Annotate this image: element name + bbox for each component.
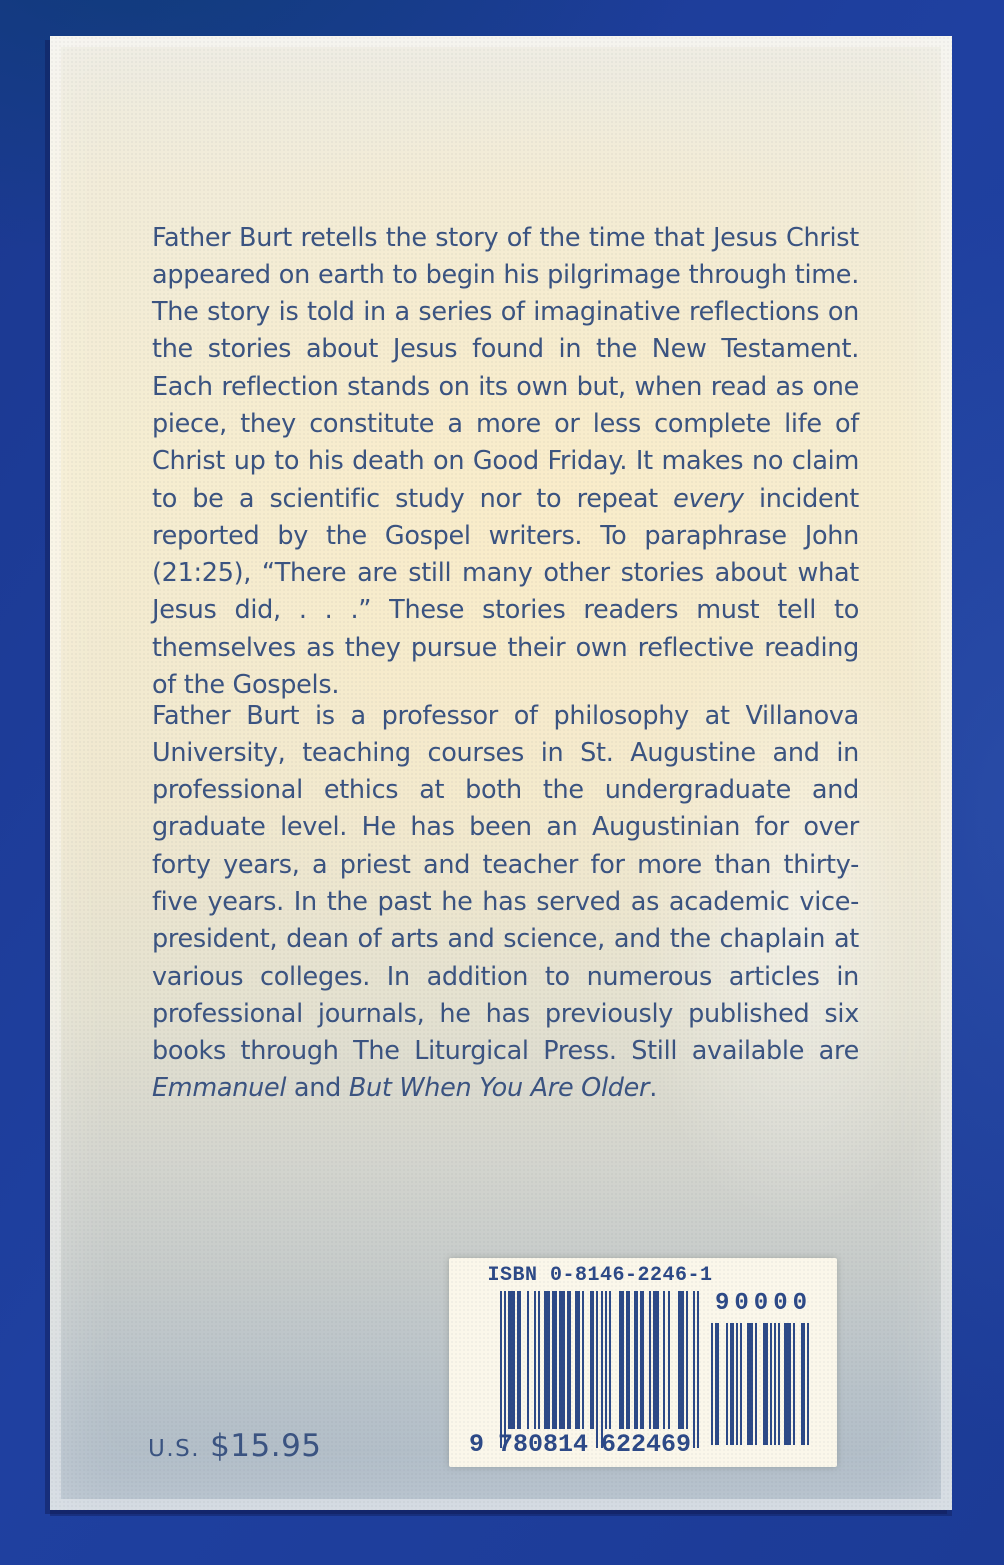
barcode-bar [697,1291,699,1448]
barcode-supplement [711,1290,811,1445]
synopsis-paragraph [152,220,859,705]
ean13-right-group: 622469 [601,1430,692,1459]
price-region: U.S. [148,1436,201,1462]
barcode-bar [807,1323,809,1445]
book-title-but-when-you-are-older: But When You Are Older [348,1073,650,1104]
author-bio-paragraph [152,698,859,1108]
barcode-supplement-number: 90000 [715,1290,813,1317]
isbn-barcode-label [449,1258,837,1467]
price-amount: $15.95 [210,1428,322,1464]
bio-text-segment: and [286,1073,349,1104]
synopsis-italic-word: every [673,483,744,514]
bio-text-segment: Father Burt is a professor of philosophy at Villanova University, teaching courses in St. Augustine and in professional ethics at both the undergraduate and graduate level. He has been an Augustinian for over forty years, a priest and teacher for more than thirty-five years. In the past he has served as academic vice-president, dean of arts and science, and the chaplain at various colleges. In addition to numerous articles in professional journals, he has previously published six books through The Liturgical Press. Still available are [152,700,859,1067]
ean13-digits [469,1430,691,1459]
ean13-left-group: 780814 [498,1430,589,1459]
bio-text-segment: . [649,1073,657,1104]
book-title-emmanuel: Emmanuel [152,1073,287,1104]
ean13-barcode [500,1291,700,1448]
price-label [148,1428,322,1464]
ean5-supplement-barcode [711,1323,810,1445]
isbn-number: ISBN 0-8146-2246-1 [487,1264,713,1287]
synopsis-text-segment: Father Burt retells the story of the time that Jesus Christ appeared on earth to begin his pilgrimage through time. The story is told in a series of imaginative reflections on the stories about Jesus found in the New Testament. Each reflection stands on its own but, when read as one piece, they constitute a more or less complete life of Christ up to his death on Good Friday. It makes no claim to be a scientific study nor to repeat [152,222,859,514]
ean13-lead-digit: 9 [469,1430,485,1459]
synopsis-text-segment: incident reported by the Gospel writers. To paraphrase John (21:25), “There are still many other stories about what Jesus did, . . .” These stories readers must tell to themselves as they pursue their own reflective reading of the Gospels. [152,483,859,701]
back-cover [50,36,952,1510]
